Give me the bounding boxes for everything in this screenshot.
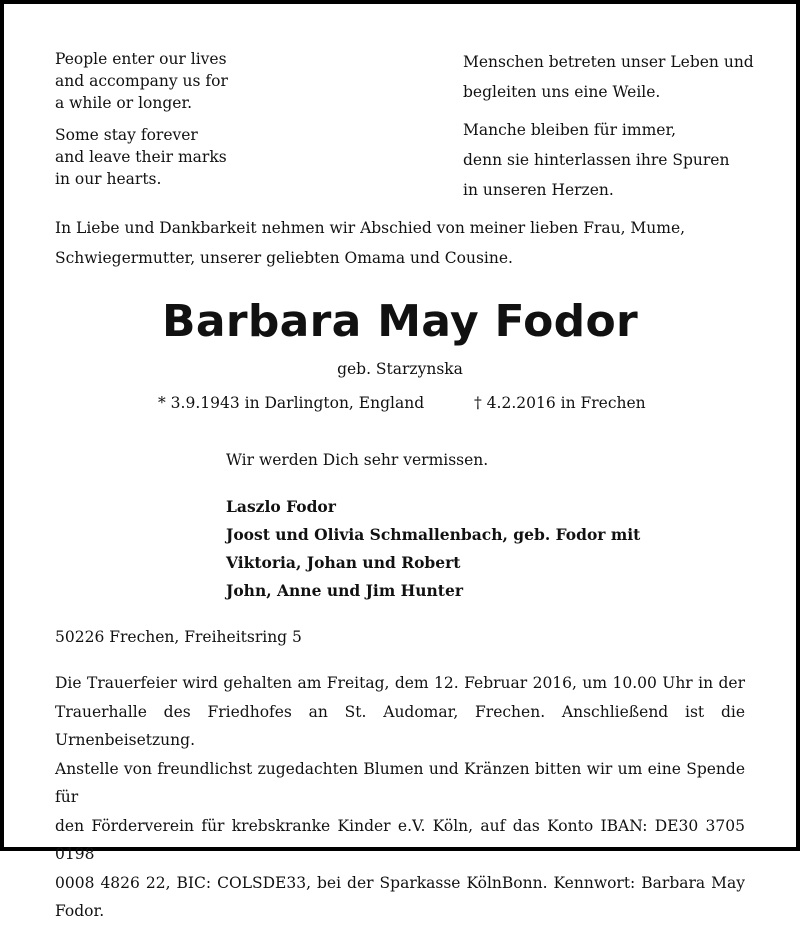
poem-line: People enter our lives: [55, 50, 227, 68]
family-member: John, Anne und Jim Hunter: [226, 581, 463, 600]
poem-line: Menschen betreten unser Leben und: [463, 53, 754, 71]
poem-line: Manche bleiben für immer,: [463, 121, 677, 139]
family-member: Viktoria, Johan und Robert: [226, 553, 461, 572]
birth-name: geb. Starzynska: [337, 360, 463, 378]
address: 50226 Frechen, Freiheitsring 5: [55, 628, 302, 646]
intro-line: In Liebe und Dankbarkeit nehmen wir Abschied von meiner lieben Frau, Mume,: [55, 219, 686, 237]
poem-german: [463, 47, 773, 205]
service-details: [55, 669, 745, 926]
poem-line: Some stay forever: [55, 126, 198, 144]
service-line: Anstelle von freundlichst zugedachten Blumen und Kränzen bitten wir um eine Spende für: [55, 759, 745, 806]
farewell-line: Wir werden Dich sehr vermissen.: [226, 451, 489, 469]
deceased-name: Barbara May Fodor: [162, 296, 638, 347]
service-line: 0008 4826 22, BIC: COLSDE33, bei der Sparkasse KölnBonn. Kennwort: Barbara May Fodor.: [55, 873, 745, 920]
poem-line: and leave their marks: [55, 148, 227, 166]
family-member: Laszlo Fodor: [226, 497, 336, 516]
poem-line: begleiten uns eine Weile.: [463, 83, 661, 101]
poem-line: a while or longer.: [55, 94, 193, 112]
poem-stanza: [55, 48, 385, 114]
birth-date: * 3.9.1943 in Darlington, England: [158, 394, 425, 412]
poem-english: [55, 48, 385, 190]
family-list: [226, 493, 640, 605]
poem-stanza: [55, 124, 385, 190]
poem-line: in our hearts.: [55, 170, 162, 188]
service-line: Trauerhalle des Friedhofes an St. Audomar, Frechen. Anschließend ist die Urnenbeisetzung.: [55, 702, 745, 749]
poem-line: denn sie hinterlassen ihre Spuren: [463, 151, 730, 169]
family-member: Joost und Olivia Schmallenbach, geb. Fodor mit: [226, 525, 641, 544]
intro-text: [55, 213, 755, 273]
poem-stanza: [463, 47, 773, 107]
poem-line: in unseren Herzen.: [463, 181, 614, 199]
intro-line: Schwiegermutter, unserer geliebten Omama und Cousine.: [55, 249, 513, 267]
service-line: den Förderverein für krebskranke Kinder e.V. Köln, auf das Konto IBAN: DE30 3705 0198: [55, 816, 745, 863]
poem-line: and accompany us for: [55, 72, 228, 90]
poem-stanza: [463, 115, 773, 205]
death-date: † 4.2.2016 in Frechen: [474, 394, 646, 412]
service-line: Die Trauerfeier wird gehalten am Freitag, dem 12. Februar 2016, um 10.00 Uhr in der: [55, 674, 745, 692]
